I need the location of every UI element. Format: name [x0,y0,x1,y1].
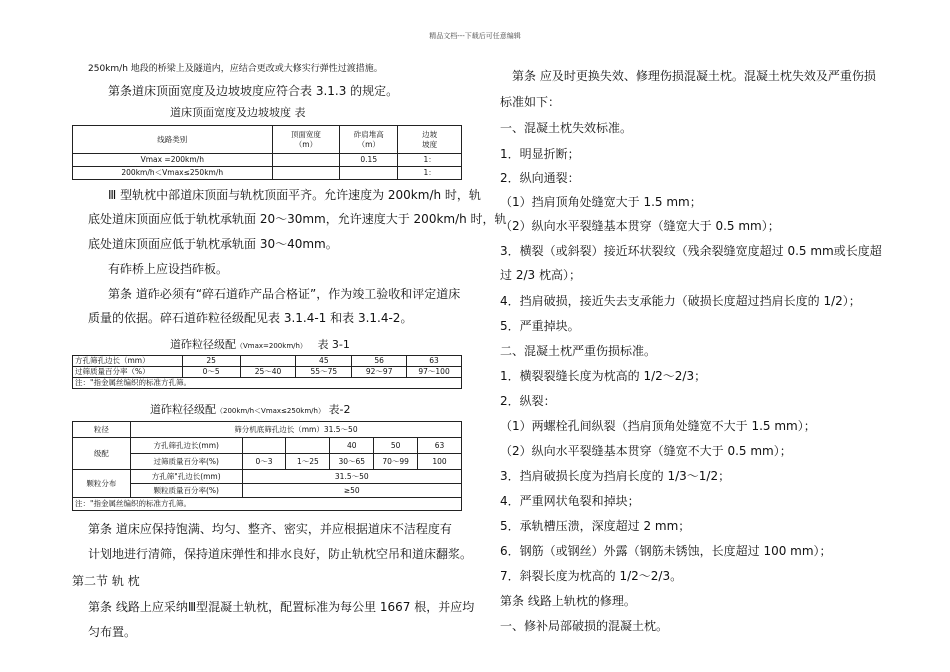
table-caption: 道床顶面宽度及边坡坡度 表 [170,106,306,119]
table-cell: 45 [296,356,352,367]
table-cell: 97～100 [407,367,462,378]
table-caption: 道砟粒径级配 [170,338,236,351]
table-cell: 过筛质量百分率（%） [73,367,183,378]
table-header: 顶面宽度 （m） [272,126,340,154]
table-cell: 过筛质量百分率(%) [130,454,242,470]
table-cell: 25～40 [240,367,296,378]
paragraph: 底处道床顶面应低于轨枕承轨面 20～30mm，允许速度大于 200km/h 时，轨 [88,212,507,226]
table-cell: 筛分机底筛孔边长（mm）31.5～50 [130,422,461,438]
paragraph: 标准如下： [500,95,561,109]
table-ballast-grading-2 [72,421,462,511]
table-cell: 50 [374,438,418,454]
table-cell: 方孔筛孔边长(mm) [130,438,242,454]
table-cell: 1～25 [286,454,330,470]
list-item: （2）纵向水平裂缝基本贯穿（缝宽大于 0.5 mm）； [500,219,780,233]
table-header: 边坡 坡度 [398,126,462,154]
list-item: 7．斜裂长度为枕高的 1/2～2/3。 [500,569,683,583]
table-bed-width [72,125,462,180]
paragraph: 第条 应及时更换失效、修理伤损混凝土枕。混凝土枕失效及严重伤损 [512,69,876,83]
list-item: 4．严重网状龟裂和掉块； [500,494,640,508]
table-cell: 63 [418,438,462,454]
table-cell: 63 [407,356,462,367]
table-cell: 0～5 [182,367,240,378]
paragraph: 计划地进行清筛，保持道床弹性和排水良好，防止轨枕空吊和道床翻浆。 [88,547,473,561]
paragraph: 第条 道床应保持饱满、均匀、整齐、密实，并应根据道床不洁程度有 [88,522,452,536]
list-item: 5．严重掉块。 [500,319,580,333]
table-cell: 0～3 [242,454,286,470]
list-item: （2）纵向水平裂缝基本贯穿（缝宽不大于 0.5 mm）； [500,444,792,458]
list-item: 3．横裂（或斜裂）接近环状裂纹（残余裂缝宽度超过 0.5 mm或长度超 [500,244,882,258]
list-item: （1）挡肩顶角处缝宽大于 1.5 mm； [500,195,702,209]
paragraph: 第条 线路上轨枕的修理。 [500,594,636,608]
table-ballast-grading-1 [72,355,462,389]
paragraph: 底处道床顶面应低于轨枕承轨面 30～40mm。 [88,237,338,251]
table-cell: 200km/h＜Vmax≤250km/h [73,167,273,180]
table-cell: 1： [398,167,462,180]
table-note: 注："指金属丝编织的标准方孔筛。 [73,378,462,389]
table-cell: 31.5～50 [242,470,461,484]
table-caption-sub: （200km/h＜Vmax≤250km/h） [216,407,325,415]
list-item: 6．钢筋（或钢丝）外露（钢筋未锈蚀，长度超过 100 mm）； [500,544,832,558]
table-cell [240,356,296,367]
list-item: （1）两螺栓孔间纵裂（挡肩顶角处缝宽不大于 1.5 mm）； [500,419,816,433]
list-item: 5．承轨槽压溃，深度超过 2 mm； [500,519,691,533]
table-header: 砟肩堆高 （m） [340,126,398,154]
table-cell: 55～75 [296,367,352,378]
table-cell: 56 [352,356,407,367]
paragraph: 有砟桥上应设挡砟板。 [108,262,229,276]
paragraph: 第条 线路上应采纳Ⅲ型混凝土轨枕，配置标准为每公里 1667 根，并应均 [88,600,475,614]
table-cell: Vmax =200km/h [73,154,273,167]
table-cell: 0.15 [340,154,398,167]
table-cell: 方孔筛孔边长（mm） [73,356,183,367]
table-cell: 25 [182,356,240,367]
table-cell [340,167,398,180]
table-cell [272,167,340,180]
list-heading: 二、混凝土枕严重伤损标准。 [500,344,657,358]
list-heading: 一、混凝土枕失效标准。 [500,121,633,135]
paragraph: 第条道床顶面宽度及边坡坡度应符合表 3.1.3 的规定。 [108,84,399,98]
table-header: 线路类别 [73,126,273,154]
list-item: 3．挡肩破损长度为挡肩长度的 1/3～1/2； [500,469,731,483]
paragraph: 第条 道砟必须有“碎石道砟产品合格证”，作为竣工验收和评定道床 [108,287,461,301]
table-note: 注："指金属丝编织的标准方孔筛。 [73,498,462,511]
paragraph: 250km/h 地段的桥梁上及隧道内，应结合更改或大修实行弹性过渡措施。 [88,64,383,74]
table-cell: 颗粒分布 [73,470,131,498]
table-cell: 30～65 [330,454,374,470]
table-cell: 粒径 [73,422,131,438]
table-cell: 1： [398,154,462,167]
table-caption-number: 表-2 [328,403,351,416]
table-cell: 70～99 [374,454,418,470]
table-cell: 40 [330,438,374,454]
table-cell: 方孔筛"孔边长(mm) [130,470,242,484]
paragraph: 匀布置。 [88,625,137,639]
list-item: 2．纵向通裂： [500,171,580,185]
table-cell: 100 [418,454,462,470]
list-heading: 一、修补局部破损的混凝土枕。 [500,619,669,633]
table-cell: 92～97 [352,367,407,378]
table-cell: 级配 [73,438,131,470]
table-caption: 道砟粒径级配 [150,403,216,416]
table-caption-sub: （Vmax=200km/h） [236,342,307,350]
list-item: 1．横裂裂缝长度为枕高的 1/2～2/3； [500,369,707,383]
page-header: 精品文档---下载后可任意编辑 [429,32,521,40]
table-cell [242,438,286,454]
list-item: 2．纵裂： [500,394,556,408]
table-cell: ≥50 [242,484,461,498]
paragraph: Ⅲ 型轨枕中部道床顶面与轨枕顶面平齐。允许速度为 200km/h 时，轨 [108,188,481,202]
list-item: 过 2/3 枕高）； [500,268,581,282]
table-cell: 颗粒质量百分率(%) [130,484,242,498]
list-item: 4．挡肩破损，接近失去支承能力（破损长度超过挡肩长度的 1/2）； [500,294,861,308]
table-cell [286,438,330,454]
table-caption-number: 表 3-1 [317,338,350,351]
section-heading: 第二节 轨 枕 [72,574,140,588]
table-cell [272,154,340,167]
list-item: 1．明显折断； [500,147,580,161]
paragraph: 质量的依据。碎石道砟粒径级配见表 3.1.4-1 和表 3.1.4-2。 [88,311,413,325]
